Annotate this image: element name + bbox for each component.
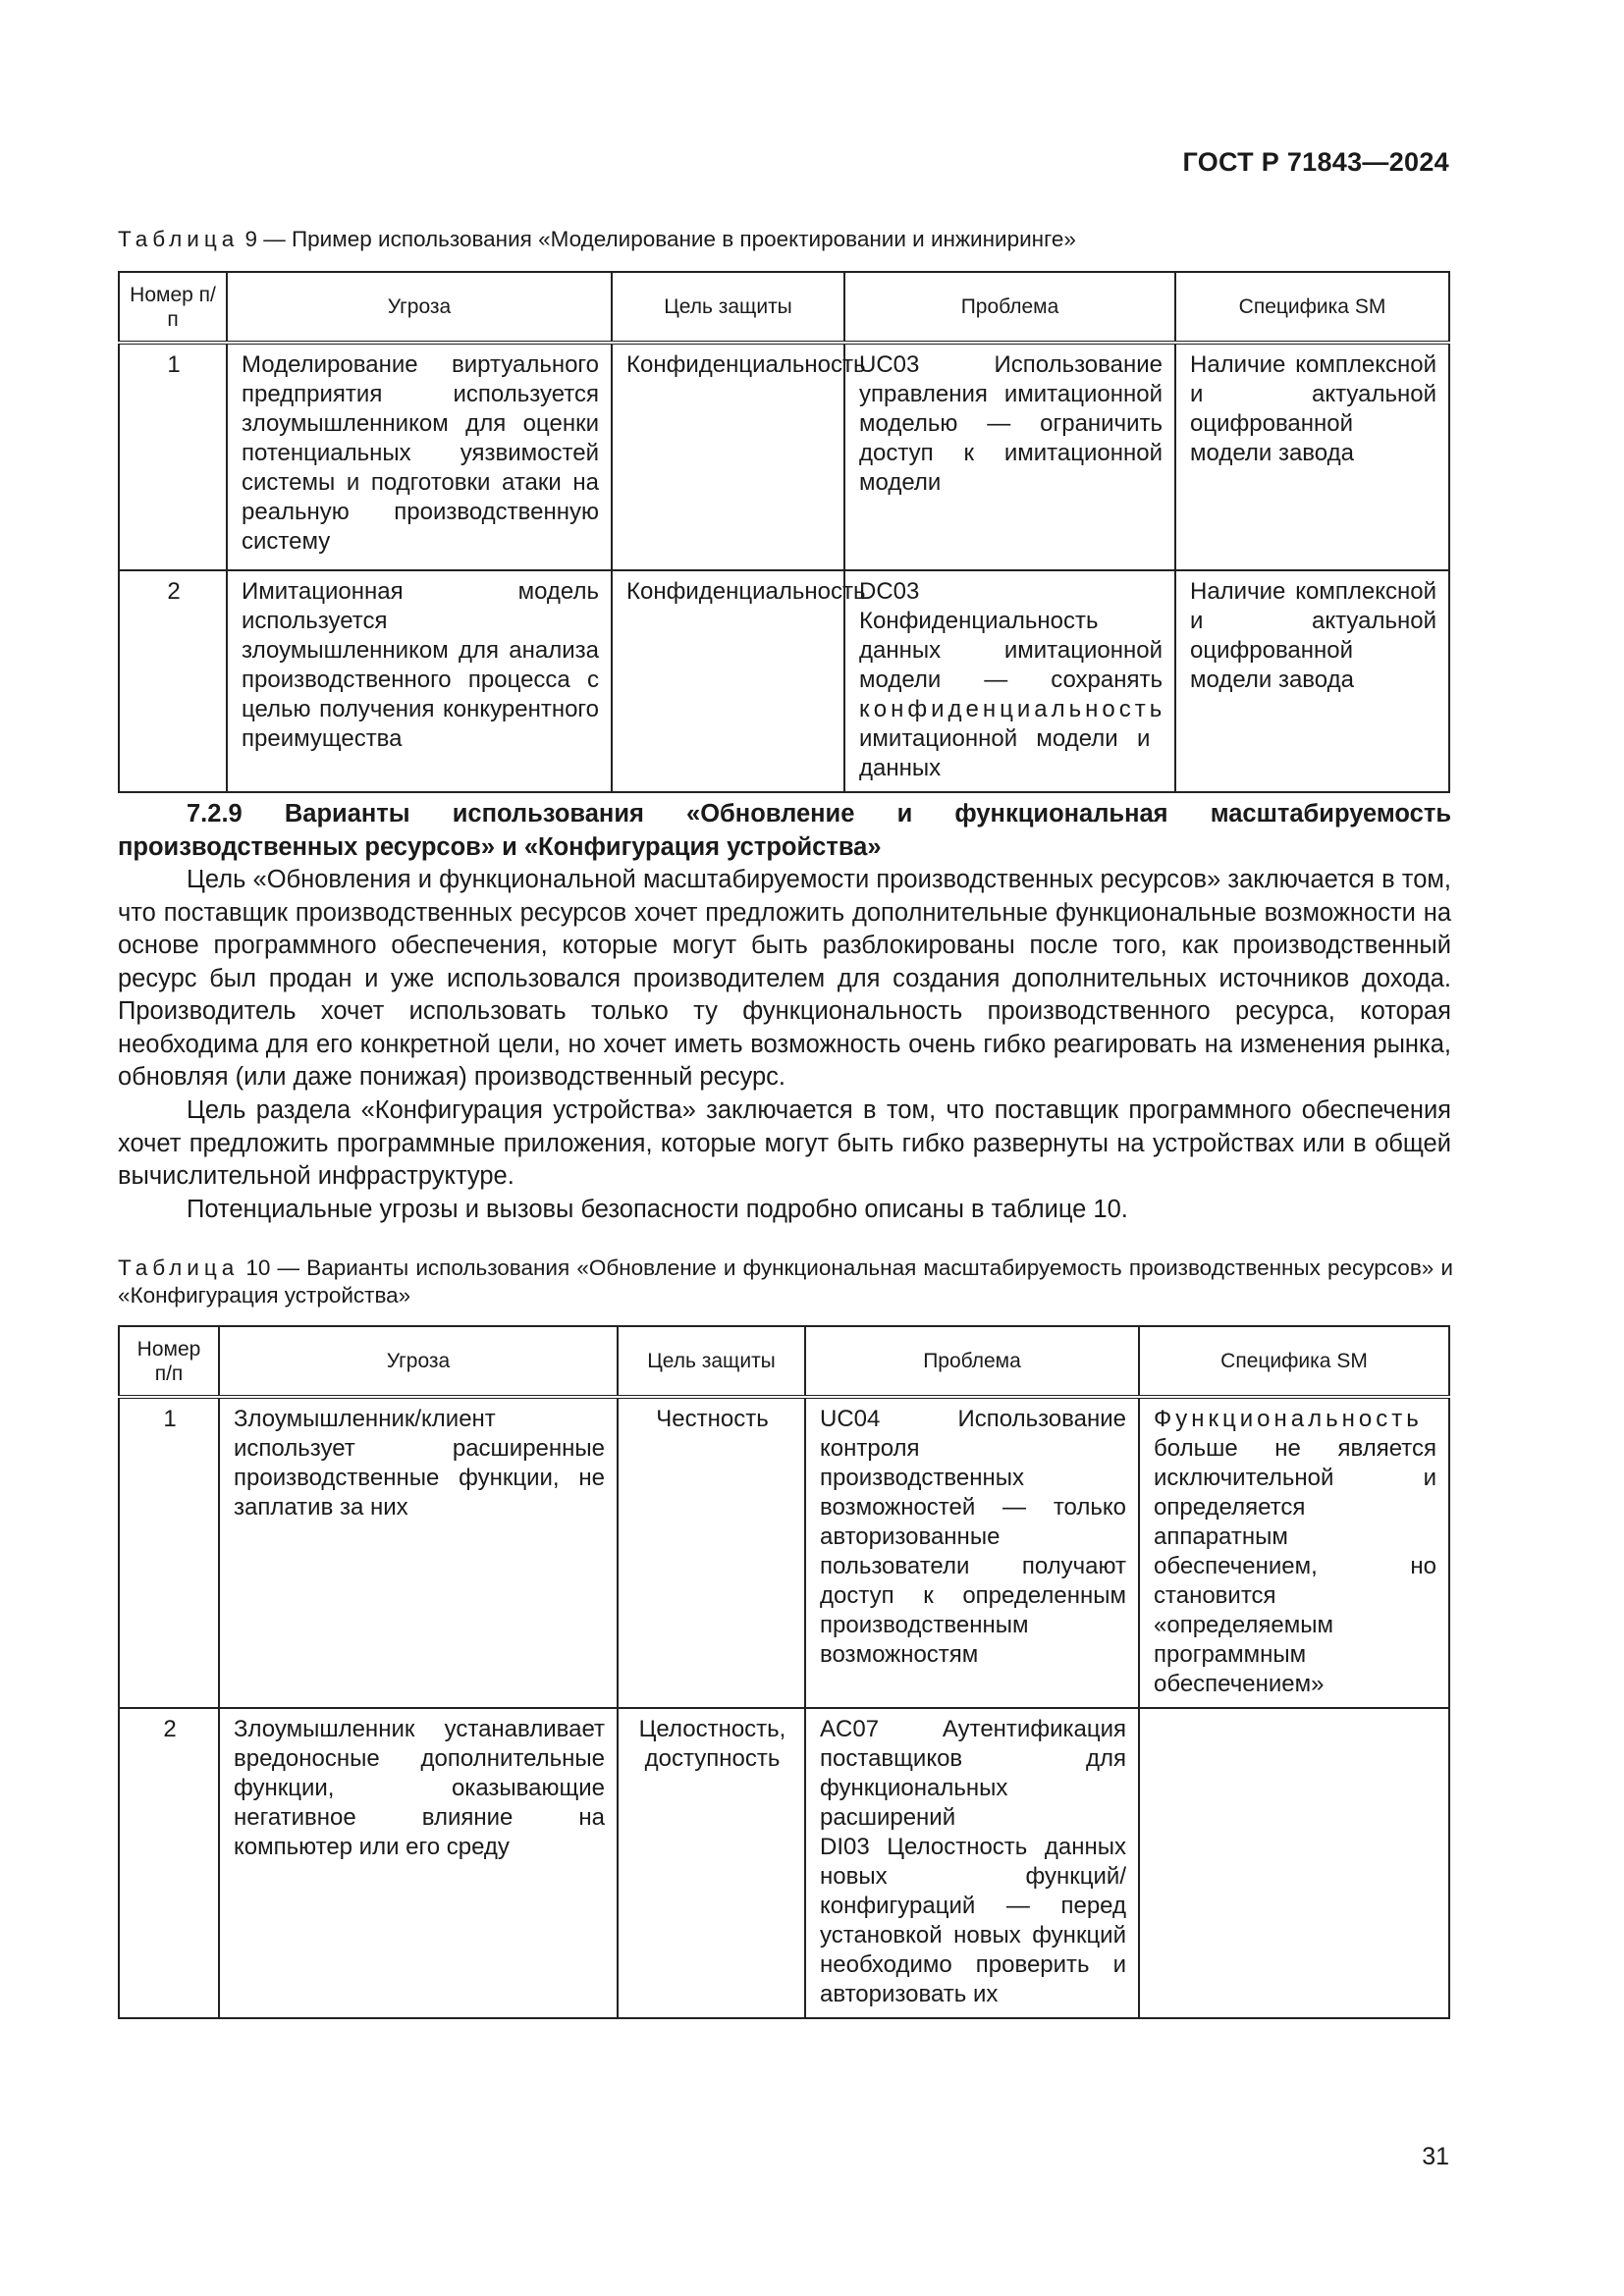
- goal-cell: Целостность, доступность: [618, 1708, 805, 2018]
- row-number: 2: [119, 570, 227, 792]
- col-header-goal: Цель защиты: [618, 1326, 805, 1397]
- table10-header-row: [119, 1326, 1449, 1397]
- paragraph: Цель раздела «Конфигурация устройства» заключается в том, что поставщик программного обеспечения хочет предложить программные приложения, которые могут быть гибко развернуты на устройствах или в общей вычислительной инфраструктуре.: [118, 1096, 1451, 1190]
- threat-cell: Моделирование виртуального предприятия используется злоумышленником для оценки потенциальных уязвимостей системы и подготовки атаки на реальную производственную систему: [227, 343, 612, 570]
- goal-cell: Честность: [618, 1397, 805, 1708]
- table10-caption-prefix: Таблица: [118, 1255, 240, 1280]
- col-header-threat: Угроза: [227, 272, 612, 343]
- sm-cell: [1139, 1708, 1449, 2018]
- table-row: [119, 570, 1449, 792]
- row-number: 1: [119, 343, 227, 570]
- sm-text: больше не является исключительной и определяется аппаратным обеспечением, но становится «определяемым программным обеспечением»: [1154, 1435, 1436, 1697]
- table-10: [118, 1325, 1450, 2019]
- page-number: 31: [1422, 2143, 1449, 2170]
- table10-caption: [118, 1255, 1453, 1309]
- problem-cell: UC03 Использование управления имитационной моделью — ограничить доступ к имитационной модели: [844, 343, 1175, 570]
- table9-caption: [118, 226, 1453, 253]
- paragraph: Потенциальные угрозы и вызовы безопасности подробно описаны в таблице 10.: [187, 1196, 1128, 1223]
- row-number: 1: [119, 1397, 219, 1708]
- goal-cell: Конфиденциальность: [612, 570, 844, 792]
- threat-cell: Злоумышленник устанавливает вредоносные дополнительные функции, оказывающие негативное влияние на компьютер или его среду: [219, 1708, 618, 2018]
- threat-cell: Имитационная модель используется злоумышленником для анализа производственного процесса с целью получения конкурентного преимущества: [227, 570, 612, 792]
- threat-cell: Злоумышленник/клиент использует расширенные производственные функции, не заплатив за них: [219, 1397, 618, 1708]
- problem-text-a: DC03 Конфиденциальность данных имитационной модели — сохранять: [859, 578, 1163, 693]
- row-number: 2: [119, 1708, 219, 2018]
- table10-caption-text: 10 — Варианты использования «Обновление и функциональная масштабируемость производственных ресурсов» и «Конфигурация устройства»: [118, 1255, 1453, 1308]
- document-code: ГОСТ Р 71843—2024: [1182, 147, 1449, 177]
- sm-emphasis: Функциональность: [1154, 1406, 1423, 1432]
- col-header-problem: Проблема: [805, 1326, 1139, 1397]
- col-header-threat: Угроза: [219, 1326, 618, 1397]
- paragraph: Цель «Обновления и функциональной масштабируемости производственных ресурсов» заключается в том, что поставщик производственных ресурсов хочет предложить дополнительные функциональные возможности на основе программного обеспечения, которые могут быть разблокированы после того, как производственный ресурс был продан и уже использовался производителем для создания дополнительных источников дохода. Производитель хочет использовать только ту функциональность производственного ресурса, которая необходима для его конкретной цели, но хочет иметь возможность очень гибко реагировать на изменения рынка, обновляя (или даже понижая) производственный ресурс.: [118, 866, 1451, 1091]
- table9-caption-prefix: Таблица: [118, 227, 240, 251]
- table9-header-row: [119, 272, 1449, 343]
- col-header-number: Номер п/п: [119, 272, 227, 343]
- sm-cell: Наличие комплексной и актуальной оцифрованной модели завода: [1175, 343, 1449, 570]
- sm-cell: Наличие комплексной и актуальной оцифрованной модели завода: [1175, 570, 1449, 792]
- problem-text-b: имитационной модели и данных: [859, 725, 1151, 781]
- problem-cell: [844, 570, 1175, 792]
- col-header-sm: Специфика SM: [1175, 272, 1449, 343]
- table-row: [119, 1397, 1449, 1708]
- section-heading: 7.2.9 Варианты использования «Обновление и функциональная масштабируемость производственных ресурсов» и «Конфигурация устройства»: [118, 800, 1451, 861]
- problem-text-b: DI03 Целостность данных новых функций/конфигураций — перед установкой новых функций необходимо проверить и авторизовать их: [820, 1834, 1126, 2007]
- problem-text-a: AC07 Аутентификация поставщиков для функциональных расширений: [820, 1716, 1126, 1831]
- goal-cell: Конфиденциальность: [612, 343, 844, 570]
- table-row: [119, 343, 1449, 570]
- problem-cell: UC04 Использование контроля производственных возможностей — только авторизованные пользователи получают доступ к определенным производственным возможностям: [805, 1397, 1139, 1708]
- col-header-problem: Проблема: [844, 272, 1175, 343]
- table-9: [118, 271, 1450, 793]
- col-header-goal: Цель защиты: [612, 272, 844, 343]
- col-header-sm: Специфика SM: [1139, 1326, 1449, 1397]
- table9-caption-text: 9 — Пример использования «Моделирование в проектировании и инжиниринге»: [239, 227, 1076, 251]
- col-header-number: Номер п/п: [119, 1326, 219, 1397]
- problem-cell: [805, 1708, 1139, 2018]
- problem-emphasis: конфиденциальность: [859, 696, 1166, 722]
- sm-cell: [1139, 1397, 1449, 1708]
- table-row: [119, 1708, 1449, 2018]
